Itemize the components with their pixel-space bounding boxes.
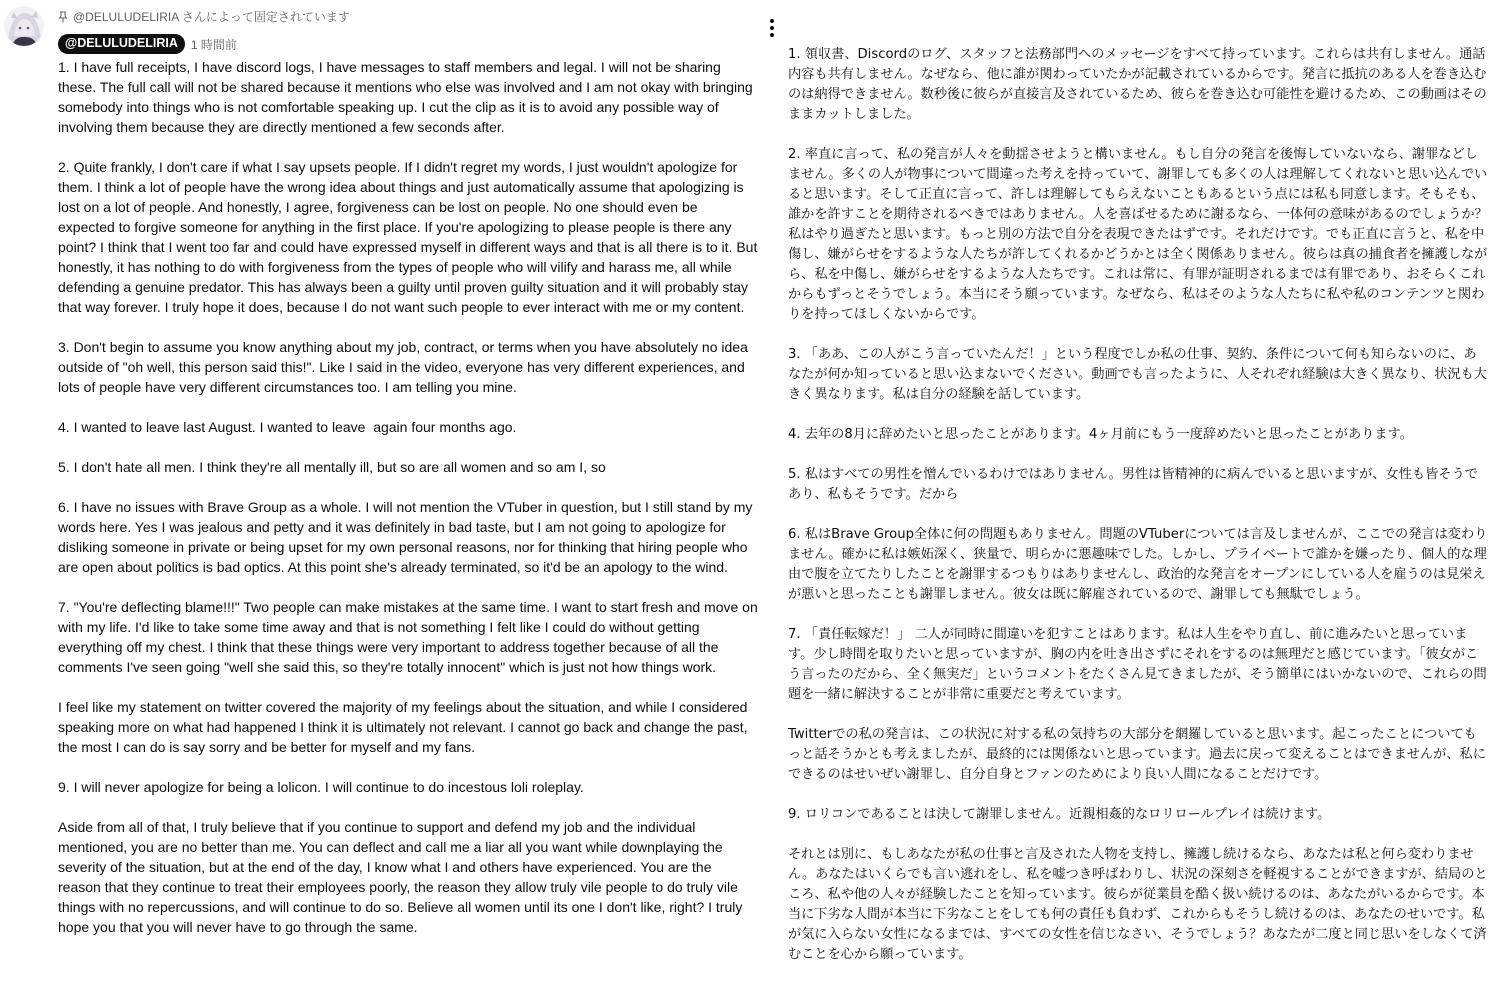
pin-icon bbox=[58, 11, 68, 23]
comment-paragraph-1: 1. I have full receipts, I have discord logs, I have messages to staff members and legal. I will not be sharing these. The full call will not be shared because it mentions who else was involved and I am not okay with bringing somebody into things who is not comfortable speaking up. I cut the clip as it is to avoid any possible way of involving them because they are directly mentioned a few seconds after. bbox=[58, 59, 757, 135]
comment-body bbox=[58, 57, 762, 957]
avatar[interactable] bbox=[4, 6, 44, 46]
translation-body bbox=[788, 45, 1488, 965]
translation-panel bbox=[788, 45, 1488, 985]
comment-paragraph-6: 6. I have no issues with Brave Group as a whole. I will not mention the VTuber in question, but I still stand by my words here. Yes I was jealous and petty and it was definitely in bad taste, but I am not going to apologize for disliking someone in private or being upset for my own personal reasons, nor for thinking that hiring people who are open about politics is bad optics. At this point she's already terminated, so it'd be an apology to the wind. bbox=[58, 499, 757, 575]
translation-paragraph-5: 5. 私はすべての男性を憎んでいるわけではありません。男性は皆精神的に病んでいると思いますが、女性も皆そうであり、私もそうです。だから bbox=[788, 467, 1478, 502]
translation-paragraph-6: 6. 私はBrave Group全体に何の問題もありません。問題のVTuberについては言及しませんが、ここでの発言は変わりません。確かに私は嫉妬深く、狭量で、明らかに悪趣味でした。しかし、プライベートで誰かを嫌ったり、個人的な理由で腹を立てたりしたことを謝罪するつもりはありませんし、政治的な発言をオープンにしている人を雇うのは見栄えが悪いと思ったことも謝罪しません。彼女は既に解雇されているので、謝罪しても無駄でしょう。 bbox=[788, 527, 1488, 602]
translation-paragraph-2: 2. 率直に言って、私の発言が人々を動揺させようと構いません。もし自分の発言を後悔していないなら、謝罪などしません。多くの人が物事について間違った考えを持っていて、謝罪しても多くの人は理解してくれないと思い込んでいると思います。そして正直に言って、許しは理解してもらえないこともあるという点には私も同意します。そもそも、誰かを許すことを期待されるべきではありません。人を喜ばせるために謝るなら、一体何の意味があるのでしょうか？私はやり過ぎたと思います。もっと別の方法で自分を表現できたはずです。それだけです。でも正直に言うと、私を中傷し、嫌がらせをするような人たちが許してくれるかどうかとは全く関係ありません。彼らは真の捕食者を擁護しながら、私を中傷し、嫌がらせをするような人たちです。これは常に、有罪が証明されるまでは有罪であり、おそらくこれからもずっとそうでしょう。本当にそう願っています。なぜなら、私はそのような人たちに私や私のコンテンツと関わりを持ってほしくないからです。 bbox=[788, 147, 1488, 322]
translation-paragraph-4: 4. 去年の8月に辞めたいと思ったことがあります。4ヶ月前にもう一度辞めたいと思ったことがあります。 bbox=[788, 427, 1413, 442]
avatar-image bbox=[4, 6, 44, 46]
comment-paragraph-3: 3. Don't begin to assume you know anything about my job, contract, or terms when you have absolutely no idea outside of "oh well, this person said this!". Like I said in the video, everyone has very different experiences, and lots of people have very different circumstances too. I am telling you mine. bbox=[58, 339, 752, 395]
comment-paragraph-10: Aside from all of that, I truly believe that if you continue to support and defend my job and the individual mentioned, you are no better than me. You can deflect and call me a liar all you want while downplaying the severity of the situation, but at the end of the day, I know what I and others have experienced. You are the reason that they continue to treat their employees poorly, the reason they allow truly vile people to do truly vile things with no repercussions, and will continue to do so. Believe all women until its one I don't like, right? I truly hope you that you will never have to go through the same. bbox=[58, 819, 747, 935]
comment-paragraph-9: 9. I will never apologize for being a lolicon. I will continue to do incestous loli roleplay. bbox=[58, 779, 584, 795]
translation-paragraph-1: 1. 領収書、Discordのログ、スタッフと法務部門へのメッセージをすべて持っています。これらは共有しません。通話内容も共有しません。なぜなら、他に誰が関わっていたかが記載されているからです。発言に抵抗のある人を巻き込むのは納得できません。数秒後に彼らが直接言及されているため、彼らを巻き込む可能性を避けるため、この動画はそのままカットしました。 bbox=[788, 47, 1487, 122]
comment-paragraph-7: 7. "You're deflecting blame!!!" Two people can make mistakes at the same time. I want to start fresh and move on with my life. I'd like to take some time away and that is not something I felt like I could do without getting everything off my chest. I think that these things were very important to address together because of all the comments I've seen going "well she said this, so they're totally innocent" which is just not how things work. bbox=[58, 599, 762, 675]
author-handle[interactable]: @DELULUDELIRIA bbox=[58, 34, 185, 54]
comment-header bbox=[58, 34, 237, 54]
translation-paragraph-10: それとは別に、もしあなたが私の仕事と言及された人物を支持し、擁護し続けるなら、あなたは私と何ら変わりません。あなたはいくらでも言い逃れをし、私を嘘つき呼ばわりし、状況の深刻さを軽視することができますが、結局のところ、私や他の人々が経験したことを知っています。彼らが従業員を酷く扱い続けるのは、あなたがいるからです。本当に下劣な人間が本当に下劣なことをしても何の責任も負わず、これからもそうし続けるのは、あなたのせいです。私が気に入らない女性になるまでは、すべての女性を信じなさい、そうでしょう？あなたが二度と同じ思いをしなくて済むことを心から願っています。 bbox=[788, 847, 1488, 962]
translation-paragraph-7: 7. 「責任転嫁だ！」 二人が同時に間違いを犯すことはあります。私は人生をやり直し、前に進みたいと思っています。少し時間を取りたいと思っていますが、胸の内を吐き出さずにそれをするのは無理だと感じています。「彼女がこう言ったのだから、全く無実だ」というコメントをたくさん見てきましたが、そう簡単にはいかないので、これらの問題を一緒に解決することが非常に重要だと考えています。 bbox=[788, 627, 1487, 702]
translation-paragraph-9: 9. ロリコンであることは決して謝罪しません。近親相姦的なロリロールプレイは続けます。 bbox=[788, 807, 1331, 822]
more-options-icon[interactable] bbox=[766, 16, 778, 40]
translation-paragraph-8: Twitterでの私の発言は、この状況に対する私の気持ちの大部分を網羅していると思います。起こったことについてもっと話そうかとも考えましたが、最終的には関係ないと思っています。過去に戻って変えることはできませんが、私にできるのはせいぜい謝罪し、自分自身とファンのためにより良い人間になることだけです。 bbox=[788, 727, 1486, 782]
comment-timestamp[interactable]: 1 時間前 bbox=[190, 37, 237, 52]
pinned-label: @DELULUDELIRIA さんによって固定されています bbox=[73, 10, 350, 24]
comment-paragraph-2: 2. Quite frankly, I don't care if what I say upsets people. If I didn't regret my words, I just wouldn't apologize for them. I think a lot of people have the wrong idea about things and just automatically assume that apologizing is lost on a lot of people. And honestly, I agree, forgiveness can be lost on people. No one should even be expected to forgive someone for anything in the first place. If you're apologizing to please people is there any point? I think that I went too far and could have expressed myself in different ways and that is all there is to it. But honestly, it has nothing to do with forgiveness from the types of people who will vilify and harass me, all while defending a genuine predator. This has always been a guilty until proven guilty situation and it will probably stay that way forever. I truly hope it does, because I do not want such people to ever interact with me or my content. bbox=[58, 159, 762, 315]
comment-paragraph-5: 5. I don't hate all men. I think they're all mentally ill, but so are all women and so am I, so bbox=[58, 459, 606, 475]
translation-paragraph-3: 3. 「ああ、この人がこう言っていたんだ！」という程度でしか私の仕事、契約、条件について何も知らないのに、あなたが何か知っていると思い込まないでください。動画でも言ったように、人それぞれ経験は大きく異なり、状況も大きく異なります。私は自分の経験を話しています。 bbox=[788, 347, 1487, 402]
pinned-indicator bbox=[58, 8, 350, 25]
comment-paragraph-4: 4. I wanted to leave last August. I wanted to leave again four months ago. bbox=[58, 419, 517, 435]
comment-paragraph-8: I feel like my statement on twitter covered the majority of my feelings about the situation, and while I considered speaking more on what had happened I think it is ultimately not relevant. I cannot go back and change the past, the most I can do is say sorry and be better for myself and my fans. bbox=[58, 699, 752, 755]
